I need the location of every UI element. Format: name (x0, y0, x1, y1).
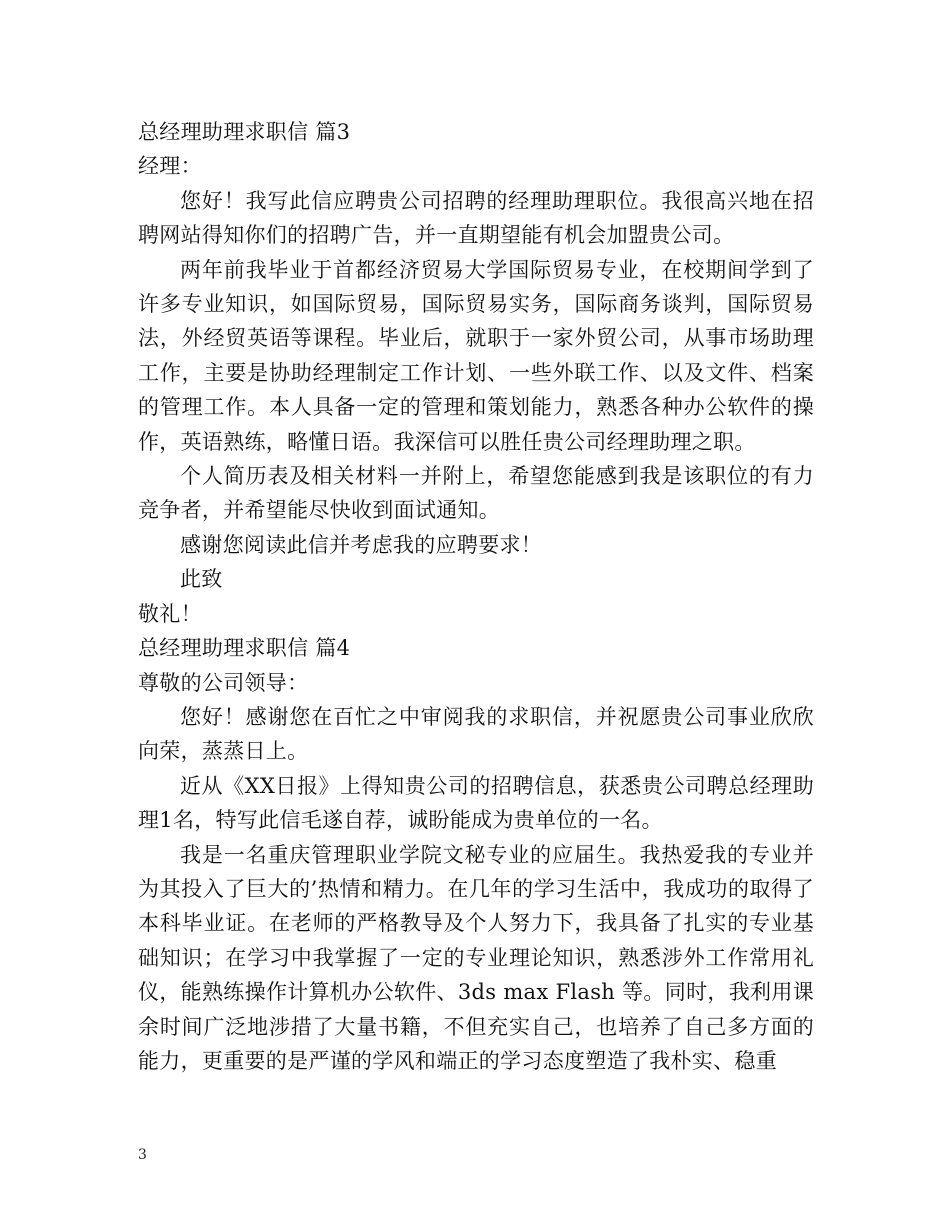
section-3-paragraph-2: 两年前我毕业于首都经济贸易大学国际贸易专业，在校期间学到了许多专业知识，如国际贸易，国际贸易实务，国际商务谈判，国际贸易法，外经贸英语等课程。毕业后，就职于一家外贸公司，从事市场助理工作，主要是协助经理制定工作计划、一些外联工作、以及文件、档案的管理工作。本人具备一定的管理和策划能力，熟悉各种办公软件的操作，英语熟练，略懂日语。我深信可以胜任贵公司经理助理之职。 (138, 257, 814, 454)
section-3-closing: 敬礼！ (138, 601, 202, 626)
section-4-title: 总经理助理求职信 篇4 (138, 636, 351, 661)
document-body (138, 115, 814, 1078)
section-4-paragraph-1: 您好！感谢您在百忙之中审阅我的求职信，并祝愿贵公司事业欣欣向荣，蒸蒸日上。 (138, 704, 814, 764)
section-3-regards-opening: 此致 (180, 567, 223, 592)
section-4-salutation: 尊敬的公司领导： (138, 670, 309, 695)
page-number: 3 (138, 1147, 147, 1163)
section-4-paragraph-2: 近从《XX日报》上得知贵公司的招聘信息，获悉贵公司聘总经理助理1名，特写此信毛遂自荐，诚盼能成为贵单位的一名。 (138, 773, 814, 833)
section-3-paragraph-1: 您好！我写此信应聘贵公司招聘的经理助理职位。我很高兴地在招聘网站得知你们的招聘广告，并一直期望能有机会加盟贵公司。 (138, 188, 814, 248)
section-4-paragraph-3: 我是一名重庆管理职业学院文秘专业的应届生。我热爱我的专业并为其投入了巨大的’热情和精力。在几年的学习生活中，我成功的取得了本科毕业证。在老师的严格教导及个人努力下，我具备了扎实的专业基础知识；在学习中我掌握了一定的专业理论知识，熟悉涉外工作常用礼仪，能熟练操作计算机办公软件、3ds max Flash 等。同时，我利用课余时间广泛地涉措了大量书籍，不但充实自己，也培养了自己多方面的能力，更重要的是严谨的学风和端正的学习态度塑造了我朴实、稳重 (138, 842, 814, 1073)
section-3-salutation: 经理： (138, 154, 202, 179)
section-3-paragraph-4: 感谢您阅读此信并考虑我的应聘要求！ (180, 532, 543, 557)
section-3-paragraph-3: 个人简历表及相关材料一并附上，希望您能感到我是该职位的有力竞争者，并希望能尽快收到面试通知。 (138, 464, 814, 523)
section-3-title: 总经理助理求职信 篇3 (138, 120, 351, 144)
